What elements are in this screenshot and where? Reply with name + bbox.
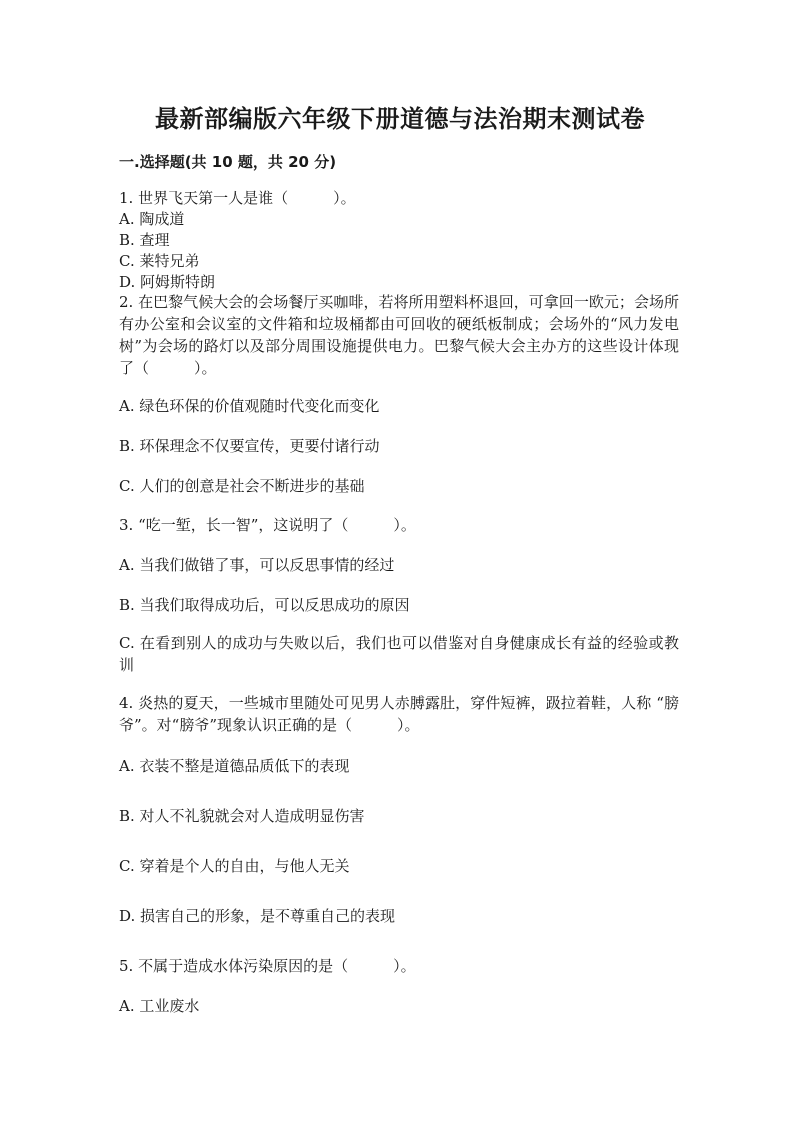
question-4-stem: 4. 炎热的夏天，一些城市里随处可见男人赤膊露肚，穿件短裤，趿拉着鞋，人称 “膀爷”。对“膀爷”现象认识正确的是（ ）。 (119, 694, 679, 734)
page-title: 最新部编版六年级下册道德与法治期末测试卷 (155, 105, 645, 133)
question-4-option-b: B. 对人不礼貌就会对人造成明显伤害 (119, 807, 365, 825)
section-header: 一.选择题(共 10 题，共 20 分) (119, 153, 337, 171)
question-5-stem: 5. 不属于造成水体污染原因的是（ ）。 (119, 957, 416, 975)
question-3-option-a: A. 当我们做错了事，可以反思事情的经过 (119, 556, 395, 574)
question-1-stem: 1. 世界飞天第一人是谁（ ）。 (119, 189, 356, 207)
question-4-option-d: D. 损害自己的形象，是不尊重自己的表现 (119, 907, 396, 925)
question-1-option-b: B. 查理 (119, 231, 170, 249)
question-3-option-b: B. 当我们取得成功后，可以反思成功的原因 (119, 596, 410, 614)
question-3-stem: 3. “吃一堑，长一智”，这说明了（ ）。 (119, 516, 416, 534)
question-2-option-a: A. 绿色环保的价值观随时代变化而变化 (119, 397, 380, 415)
question-4-option-a: A. 衣装不整是道德品质低下的表现 (119, 757, 350, 775)
question-2-option-b: B. 环保理念不仅要宣传，更要付诸行动 (119, 437, 380, 455)
question-1-option-c: C. 莱特兄弟 (119, 252, 200, 270)
question-2-stem: 2. 在巴黎气候大会的会场餐厅买咖啡，若将所用塑料杯退回，可拿回一欧元；会场所有办公室和会议室的文件箱和垃圾桶都由可回收的硬纸板制成；会场外的“风力发电树”为会场的路灯以及部分周围设施提供电力。巴黎气候大会主办方的这些设计体现了（ ）。 (119, 293, 679, 377)
question-5-option-a: A. 工业废水 (119, 997, 200, 1015)
question-1-option-d: D. 阿姆斯特朗 (119, 273, 216, 291)
question-1-option-a: A. 陶成道 (119, 210, 185, 228)
question-4-option-c: C. 穿着是个人的自由，与他人无关 (119, 857, 350, 875)
question-3-option-c: C. 在看到别人的成功与失败以后，我们也可以借鉴对自身健康成长有益的经验或教训 (119, 634, 679, 674)
question-2-option-c: C. 人们的创意是社会不断进步的基础 (119, 477, 365, 495)
